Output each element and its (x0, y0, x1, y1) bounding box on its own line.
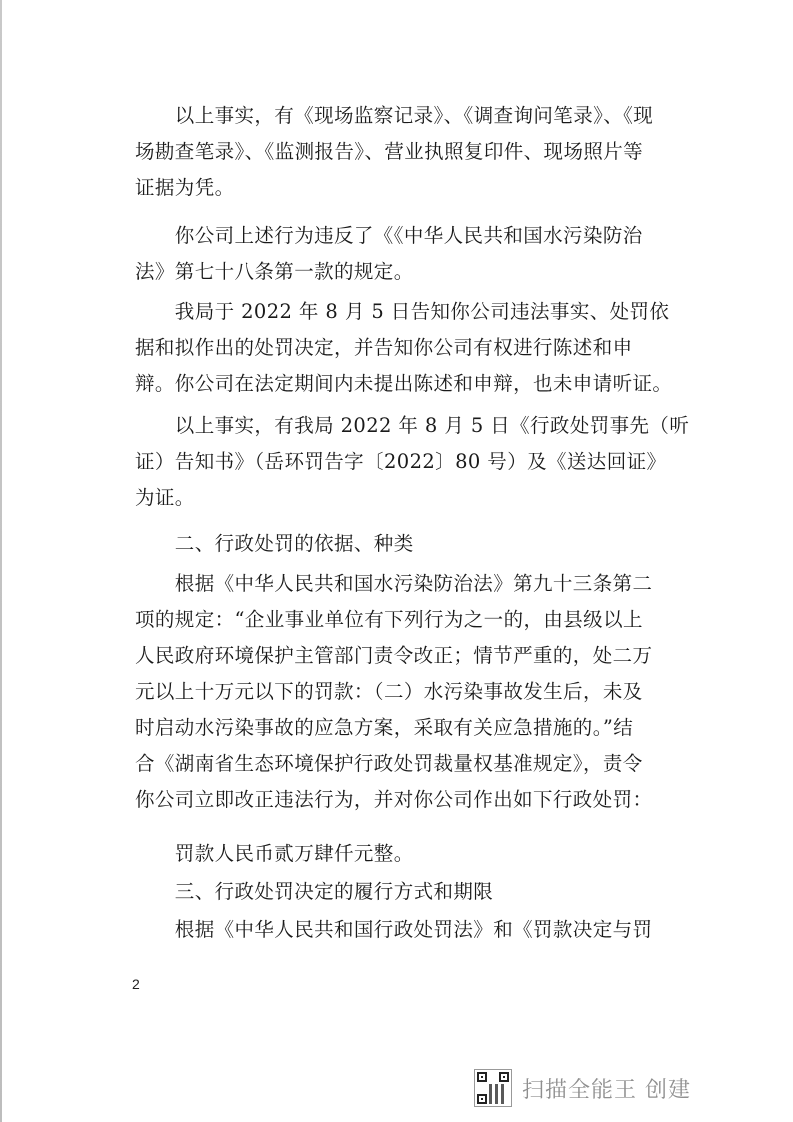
section-heading-execution (135, 874, 655, 910)
text-line: 场勘查笔录》、《监测报告》、营业执照复印件、现场照片等 (135, 140, 644, 163)
text-line: 合《湖南省生态环境保护行政处罚裁量权基准规定》，责令 (135, 752, 643, 775)
section-heading-basis (135, 526, 655, 562)
text-line: 我局于 2022 年 8 月 5 日告知你公司违法事实、处罚依 (135, 300, 670, 323)
text-line: 以上事实，有我局 2022 年 8 月 5 日《行政处罚事先（听 (135, 414, 690, 437)
text-line: 二、行政处罚的依据、种类 (135, 532, 414, 555)
text-line: 根据《中华人民共和国行政处罚法》和《罚款决定与罚 (135, 918, 653, 941)
watermark-text: 扫描全能王 创建 (522, 1077, 691, 1103)
text-line: 三、行政处罚决定的履行方式和期限 (135, 880, 494, 903)
text-line: 为证。 (135, 486, 195, 509)
text-line: 时启动水污染事故的应急方案，采取有关应急措施的。”结 (135, 716, 634, 739)
paragraph-legal-basis (135, 566, 655, 818)
paragraph-evidence (135, 98, 655, 206)
text-line: 证据为凭。 (135, 176, 235, 199)
text-line: 元以上十万元以下的罚款：（二）水污染事故发生后，未及 (135, 680, 643, 703)
text-line: 法》第七十八条第一款的规定。 (135, 260, 414, 283)
text-line: 证）告知书》（岳环罚告字〔2022〕80 号）及《送达回证》 (135, 450, 667, 473)
text-line: 据和拟作出的处罚决定，并告知你公司有权进行陈述和申 (135, 336, 633, 359)
text-line: 辩。你公司在法定期间内未提出陈述和申辩，也未申请听证。 (135, 372, 673, 395)
text-line: 项的规定：“企业事业单位有下列行为之一的，由县级以上 (135, 608, 643, 631)
paragraph-execution-basis (135, 912, 655, 948)
text-line: 根据《中华人民共和国水污染防治法》第九十三条第二 (135, 572, 653, 595)
text-line: 罚款人民币贰万肆仟元整。 (135, 842, 414, 865)
text-line: 你公司上述行为违反了《《中华人民共和国水污染防治 (135, 224, 643, 247)
paragraph-fine-amount (135, 836, 655, 872)
paragraph-notice-evidence (135, 408, 690, 516)
paragraph-violation (135, 218, 655, 290)
page-number: 2 (132, 976, 140, 992)
text-line: 你公司立即改正违法行为，并对你公司作出如下行政处罚： (135, 788, 653, 811)
text-line: 人民政府环境保护主管部门责令改正；情节严重的，处二万 (135, 644, 653, 667)
qr-code-icon (474, 1069, 512, 1107)
paragraph-notification (135, 294, 673, 402)
text-line: 以上事实，有《现场监察记录》、《调查询问笔录》、《现 (135, 104, 654, 127)
scanner-watermark (474, 1068, 691, 1108)
